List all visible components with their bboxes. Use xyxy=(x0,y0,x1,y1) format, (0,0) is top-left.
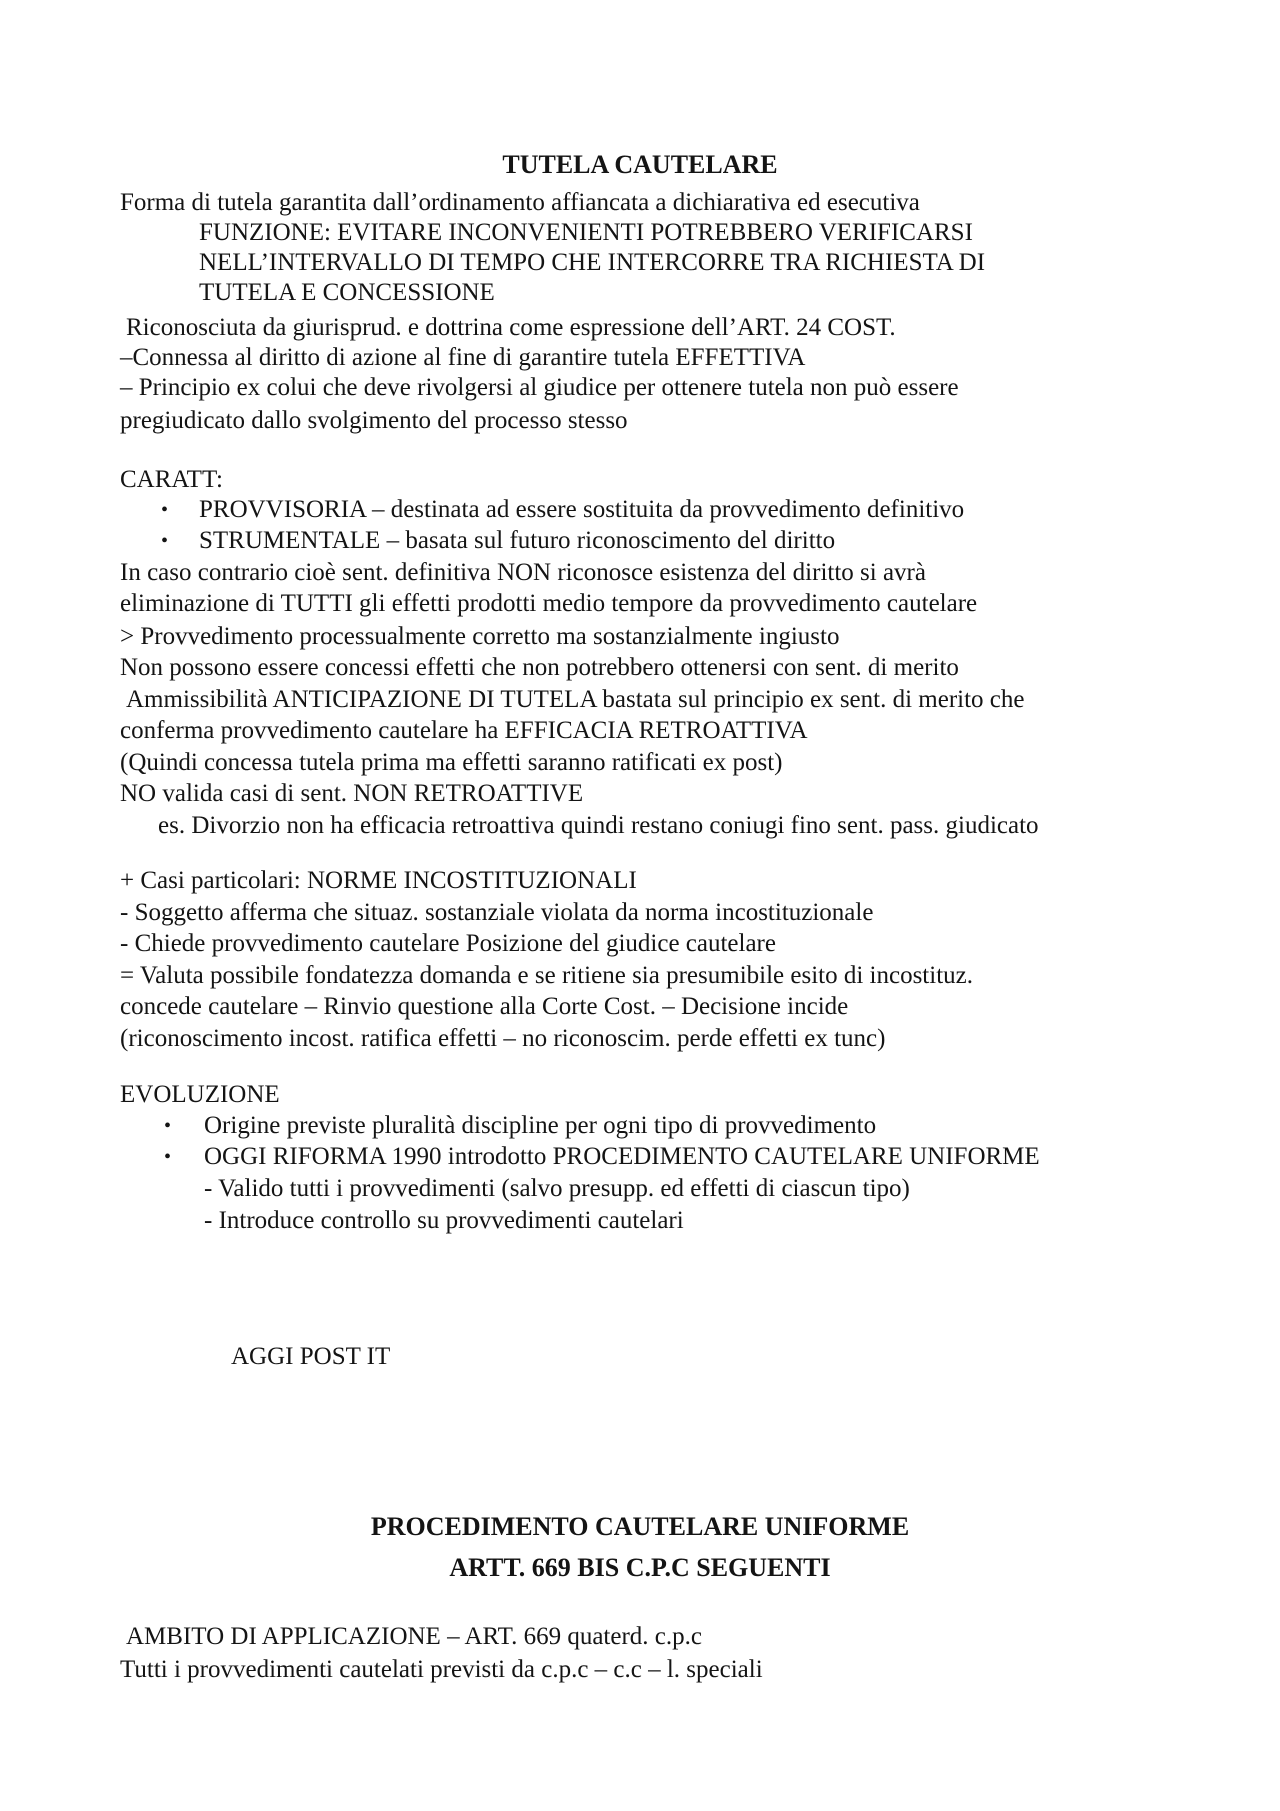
intro-line: – Principio ex colui che deve rivolgersi al giudice per ottenere tutela non può essere xyxy=(120,374,959,401)
section-line: Tutti i provvedimenti cautelati previsti da c.p.c – c.c – l. speciali xyxy=(120,1656,763,1683)
casi-line: = Valuta possibile fondatezza domanda e se ritiene sia presumibile esito di incostituz. xyxy=(120,962,973,989)
intro-line: Riconosciuta da giurisprud. e dottrina come espressione dell’ART. 24 COST. xyxy=(126,314,896,341)
bullet-icon: • xyxy=(164,1115,172,1137)
caratt-heading: CARATT: xyxy=(120,466,223,493)
caratt-line: NO valida casi di sent. NON RETROATTIVE xyxy=(120,780,584,807)
bullet-icon: • xyxy=(161,530,169,552)
casi-line: concede cautelare – Rinvio questione alla Corte Cost. – Decisione incide xyxy=(120,993,849,1020)
page-title: TUTELA CAUTELARE xyxy=(502,150,778,179)
intro-line: Forma di tutela garantita dall’ordinamento affiancata a dichiarativa ed esecutiva xyxy=(120,189,920,216)
caratt-example: es. Divorzio non ha efficacia retroattiva quindi restano coniugi fino sent. pass. giudicato xyxy=(158,812,1039,839)
caratt-line: Non possono essere concessi effetti che non potrebbero ottenersi con sent. di merito xyxy=(120,654,959,681)
caratt-line: In caso contrario cioè sent. definitiva NON riconosce esistenza del diritto si avrà xyxy=(120,559,926,586)
intro-line: pregiudicato dallo svolgimento del processo stesso xyxy=(120,407,628,434)
evoluzione-bullet: OGGI RIFORMA 1990 introdotto PROCEDIMENTO CAUTELARE UNIFORME xyxy=(204,1143,1040,1170)
evoluzione-sub: - Introduce controllo su provvedimenti cautelari xyxy=(204,1207,684,1234)
casi-line: - Chiede provvedimento cautelare Posizione del giudice cautelare xyxy=(120,930,776,957)
post-it-note: AGGI POST IT xyxy=(231,1343,391,1370)
funzione-line: NELL’INTERVALLO DI TEMPO CHE INTERCORRE TRA RICHIESTA DI xyxy=(199,249,986,276)
funzione-line: TUTELA E CONCESSIONE xyxy=(199,279,495,306)
casi-line: + Casi particolari: NORME INCOSTITUZIONALI xyxy=(120,867,637,894)
casi-line: (riconoscimento incost. ratifica effetti – no riconoscim. perde effetti ex tunc) xyxy=(120,1025,886,1052)
caratt-line: conferma provvedimento cautelare ha EFFICACIA RETROATTIVA xyxy=(120,717,808,744)
funzione-line: FUNZIONE: EVITARE INCONVENIENTI POTREBBERO VERIFICARSI xyxy=(199,219,973,246)
caratt-bullet: PROVVISORIA – destinata ad essere sostituita da provvedimento definitivo xyxy=(199,496,965,523)
section-title: PROCEDIMENTO CAUTELARE UNIFORME xyxy=(370,1512,910,1541)
intro-line: –Connessa al diritto di azione al fine di garantire tutela EFFETTIVA xyxy=(120,344,806,371)
section-subtitle: ARTT. 669 BIS C.P.C SEGUENTI xyxy=(449,1553,831,1582)
caratt-line: Ammissibilità ANTICIPAZIONE DI TUTELA bastata sul principio ex sent. di merito che xyxy=(126,686,1025,713)
caratt-line: eliminazione di TUTTI gli effetti prodotti medio tempore da provvedimento cautelare xyxy=(120,590,978,617)
section-line: AMBITO DI APPLICAZIONE – ART. 669 quaterd. c.p.c xyxy=(126,1623,702,1650)
caratt-line: > Provvedimento processualmente corretto ma sostanzialmente ingiusto xyxy=(120,623,840,650)
bullet-icon: • xyxy=(164,1146,172,1168)
casi-line: - Soggetto afferma che situaz. sostanziale violata da norma incostituzionale xyxy=(120,899,874,926)
bullet-icon: • xyxy=(161,499,169,521)
evoluzione-sub: - Valido tutti i provvedimenti (salvo presupp. ed effetti di ciascun tipo) xyxy=(204,1175,910,1202)
evoluzione-bullet: Origine previste pluralità discipline per ogni tipo di provvedimento xyxy=(204,1112,877,1139)
evoluzione-heading: EVOLUZIONE xyxy=(120,1081,280,1108)
caratt-bullet: STRUMENTALE – basata sul futuro riconoscimento del diritto xyxy=(199,527,836,554)
caratt-line: (Quindi concessa tutela prima ma effetti saranno ratificati ex post) xyxy=(120,749,783,776)
